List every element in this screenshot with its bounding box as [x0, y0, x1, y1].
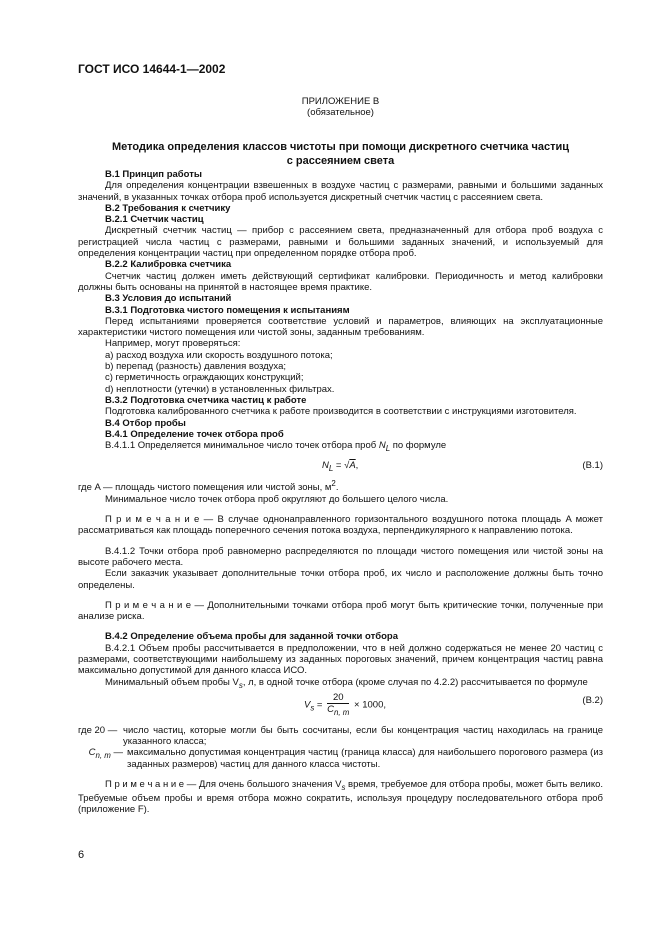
formula-b2-den-sub: n, m	[334, 707, 350, 717]
definition-20-key: где 20 —	[78, 724, 118, 736]
formula-b2-expression	[304, 692, 386, 718]
definition-a-sup: 2	[331, 479, 336, 489]
note-1-text: — В случае однонаправленного горизонтального воздушного потока площадь A может рассматриваться как площадь поперечного сечения потока воздуха, перпендикулярного к направлению потока.	[78, 514, 603, 537]
list-item: a) расход воздуха или скорость воздушного потока;	[105, 349, 333, 361]
annex-heading-line1: Методика определения классов чистоты при помощи дискретного счетчика частиц	[112, 141, 569, 153]
formula-b1-expression	[322, 460, 358, 474]
section-heading-b22: В.2.2 Калибровка счетчика	[105, 259, 232, 271]
definition-c-dash: —	[110, 747, 123, 759]
note-1-label: П р и м е ч а н и е	[105, 514, 200, 526]
definition-a-key: где A —	[78, 482, 113, 494]
section-heading-b2: В.2 Требования к счетчику	[105, 202, 231, 214]
definition-c-sym: C	[88, 747, 96, 759]
formula-b1-lhs-sub: L	[328, 464, 334, 474]
formula-b2-lhs: V	[304, 699, 311, 711]
section-heading-b32: В.3.2 Подготовка счетчика частиц к работе	[105, 394, 307, 406]
paragraph-b22: Счетчик частиц должен иметь действующий сертификат калибровки. Периодичность и метод калибровки должны быть основаны на принятой в настоящее время практике.	[78, 270, 603, 293]
page-number: 6	[78, 849, 85, 861]
note-3-text: — Для очень большого значения V	[184, 779, 342, 790]
section-heading-b3: В.3 Условия до испытаний	[105, 293, 232, 305]
document-header: ГОСТ ИСО 14644-1—2002	[78, 62, 226, 76]
paragraph-b411-end: по формуле	[390, 440, 447, 452]
symbol-vs-sub: s	[238, 680, 243, 690]
definition-a-text: площадь чистого помещения или чистой зоны, м	[115, 482, 332, 494]
paragraph-b421-min	[78, 677, 603, 691]
paragraph-b31-intro: Например, могут проверяться:	[105, 338, 241, 350]
paragraph-rounding: Минимальное число точек отбора проб округляют до большего целого числа.	[105, 493, 449, 505]
definition-c-key	[78, 747, 127, 770]
paragraph-b31: Перед испытаниями проверяется соответствие условий и параметров, влияющих на эксплуатационные характеристики чистого помещения или чистой зоны, заданным требованиям.	[78, 315, 603, 339]
paragraph-b421: В.4.2.1 Объем пробы рассчитывается в предположении, что в ней должно содержаться не менее 20 частиц с размерами, соответствующими наибольшему из заданных пороговых значений, причем концентрация частиц равна максимально допустимой для данного класса ИСО.	[78, 642, 603, 677]
definition-20-text: число частиц, которые могли бы быть сосчитаны, если бы концентрация частиц находилась на границе указанного класса;	[123, 724, 603, 748]
symbol-n: N	[378, 440, 386, 452]
note-2-text: — Дополнительными точками отбора проб могут быть критические точки, полученные при анализе риска.	[78, 599, 604, 623]
section-heading-b21: В.2.1 Счетчик частиц	[105, 214, 204, 226]
note-3	[78, 779, 603, 816]
section-heading-b31: В.3.1 Подготовка чистого помещения к испытаниям	[105, 304, 350, 316]
annex-status: (обязательное)	[307, 107, 374, 118]
note-3-label: П р и м е ч а н и е	[105, 779, 185, 790]
symbol-n-sub: L	[385, 444, 391, 454]
formula-b1-comma: ,	[355, 460, 359, 472]
formula-b1	[78, 454, 603, 478]
paragraph-b1: Для определения концентрации взвешенных в воздухе частиц с размерами, равными и большими заданных значений, в указанных точках отбора проб используется дискретный счетчик частиц с рассеянием света.	[78, 180, 603, 203]
definition-20	[78, 725, 603, 748]
list-item: b) перепад (разность) давления воздуха;	[105, 361, 286, 373]
paragraph-b412-extra: Если заказчик указывает дополнительные точки отбора проб, их число и расположение должны быть точно определены.	[78, 568, 603, 591]
note-3-sub: s	[341, 782, 346, 792]
list-item: d) неплотности (утечки) в установленных фильтрах.	[105, 383, 335, 395]
annex-heading-line2: с рассеянием света	[286, 155, 395, 167]
formula-b1-number: (В.1)	[582, 460, 603, 472]
paragraph-b411-text: В.4.1.1 Определяется минимальное число точек отбора проб	[105, 440, 379, 452]
formula-b1-var: A	[349, 460, 356, 472]
formula-b2-lhs-sub: s	[310, 703, 315, 713]
section-heading-b41: В.4.1 Определение точек отбора проб	[105, 428, 284, 440]
document-body	[78, 169, 603, 816]
paragraph-b21: Дискретный счетчик частиц — прибор с рассеянием света, предназначенный для отбора проб воздуха с регистрацией числа частиц с размерами, равными и большими заданных значений, и используемый для определения концентрации частиц при определенном порядке отбора проб.	[78, 225, 603, 260]
definition-c-text: максимально допустимая концентрация частиц (граница класса) для наибольшего порогового размера (из заданных размеров) частиц для данного класса чистоты.	[127, 747, 603, 770]
section-heading-b4: В.4 Отбор пробы	[105, 417, 186, 429]
paragraph-b411	[78, 440, 603, 454]
definition-c	[78, 747, 603, 770]
paragraph-b421-min-end: , л, в одной точке отбора (кроме случая по 4.2.2) рассчитывается по формуле	[242, 676, 588, 688]
paragraph-b421-min-text: Минимальный объем пробы V	[105, 676, 239, 688]
list-item: c) герметичность ограждающих конструкций;	[105, 372, 304, 384]
formula-b2-mult: × 1000,	[351, 699, 386, 711]
definition-c-sub: n, m	[95, 751, 111, 761]
definition-a-end: .	[335, 482, 339, 494]
paragraph-b412: В.4.1.2 Точки отбора проб равномерно распределяются по площади чистого помещения или чистой зоны на высоте рабочего места.	[78, 545, 603, 568]
annex-heading	[78, 140, 603, 168]
formula-b2-eq: =	[314, 699, 326, 711]
annex-title: ПРИЛОЖЕНИЕ В	[301, 96, 380, 107]
note-3-text2: время, требуемое для отбора пробы, может быть велико. Требуемые объем пробы и время отбора можно сократить, используя процедуру последовательного отбора проб (приложение F).	[78, 779, 603, 816]
formula-b2-number: (В.2)	[582, 694, 603, 706]
formula-b2	[78, 691, 603, 725]
note-2-label: П р и м е ч а н и е	[105, 599, 192, 611]
formula-b2-den-sym: C	[327, 703, 334, 715]
section-heading-b42: В.4.2 Определение объема пробы для заданной точки отбора	[105, 631, 399, 643]
formula-b2-numerator: 20	[327, 692, 349, 704]
formula-b2-denominator	[327, 704, 349, 718]
formula-b1-sqrt: = √	[333, 460, 350, 472]
paragraph-b32: Подготовка калиброванного счетчика к работе производится в соответствии с инструкциями изготовителя.	[105, 406, 577, 418]
definition-a	[78, 478, 603, 493]
note-1	[78, 514, 603, 537]
formula-b1-lhs: N	[322, 460, 329, 472]
note-2	[78, 600, 603, 623]
section-heading-b1: В.1 Принцип работы	[105, 169, 202, 180]
formula-b2-fraction	[327, 692, 349, 718]
